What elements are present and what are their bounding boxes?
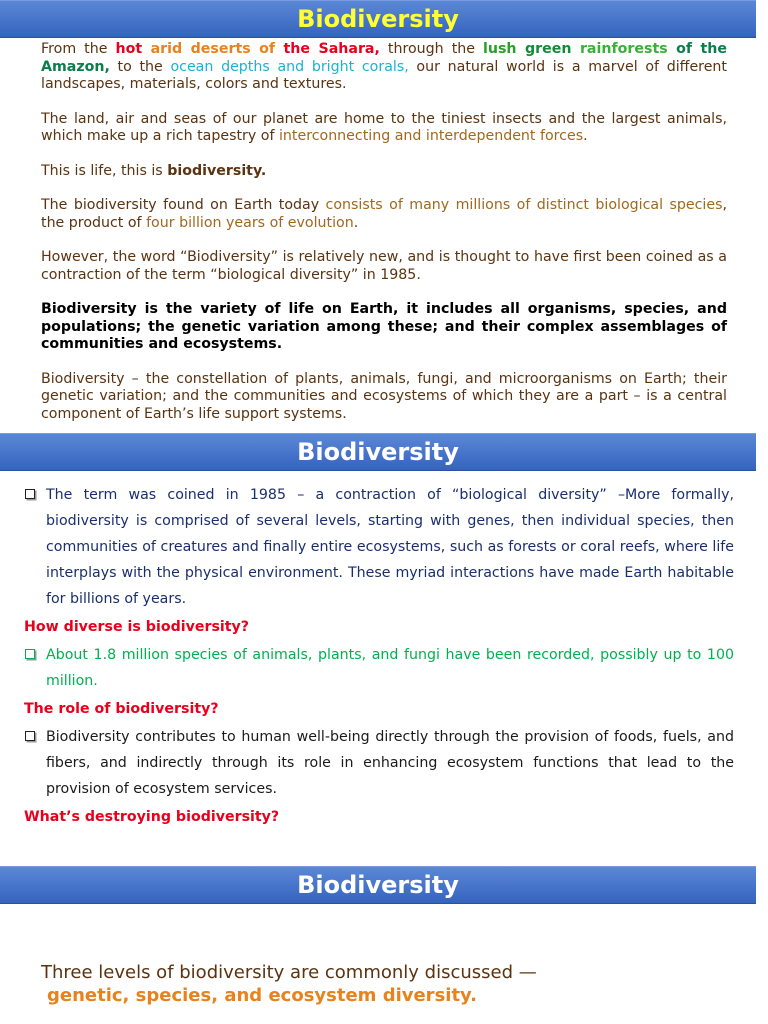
heading-destroying: What’s destroying biodiversity? bbox=[24, 809, 280, 825]
levels-list: genetic, species, and ecosystem diversity. bbox=[47, 985, 477, 1006]
life-paragraph: This is life, this is biodiversity. bbox=[41, 162, 267, 179]
intro-run: rainforests bbox=[579, 41, 677, 57]
intro-run: lush bbox=[483, 41, 525, 57]
intro-run: ocean depths and bright corals, bbox=[170, 58, 409, 75]
intro-run: arid deserts of bbox=[150, 41, 284, 57]
intro-run: to the bbox=[109, 58, 171, 75]
checkbox-bullet-icon bbox=[25, 731, 35, 741]
slide2-title: Biodiversity bbox=[0, 433, 756, 471]
intro-run: hot bbox=[115, 41, 151, 57]
levels-intro: Three levels of biodiversity are commonly discussed — bbox=[41, 962, 537, 983]
slide1-body bbox=[41, 41, 727, 423]
intro-run: From the bbox=[41, 41, 116, 57]
list-item: Biodiversity contributes to human well-being directly through the provision of foods, fuels, and fibers, and indirectly through its role in enhancing ecosystem functions that lead to the provision of ecosystem services. bbox=[24, 724, 734, 802]
heading-how-diverse: How diverse is biodiversity? bbox=[24, 619, 250, 635]
intro-run: our natural world is a marvel of different landscapes, materials, colors and textures. bbox=[41, 58, 727, 92]
definition-paragraph: Biodiversity is the variety of life on Earth, it includes all organisms, species, and populations; the genetic variation among these; and their complex assemblages of communities and ecosystems. bbox=[41, 301, 727, 352]
constellation-paragraph: Biodiversity – the constellation of plants, animals, fungi, and microorganisms on Earth; their genetic variation; and the communities and ecosystems of which they are a part – is a central component of Earth’s life support systems. bbox=[41, 370, 727, 422]
checkbox-bullet-icon bbox=[25, 489, 35, 499]
intro-paragraph bbox=[41, 41, 727, 94]
species-paragraph: The biodiversity found on Earth today consists of many millions of distinct biological species, the product of four billion years of evolution. bbox=[41, 197, 727, 231]
slide1-title: Biodiversity bbox=[0, 0, 756, 38]
heading-role: The role of biodiversity? bbox=[24, 701, 219, 717]
checkbox-bullet-icon bbox=[25, 649, 35, 659]
slide2-body bbox=[24, 482, 734, 825]
intro-run: the Sahara, bbox=[283, 41, 380, 57]
intro-run: green bbox=[524, 41, 580, 57]
list-item: The term was coined in 1985 – a contraction of “biological diversity” –More formally, biodiversity is comprised of several levels, starting with genes, then individual species, then communities of creatures and finally entire ecosystems, such as forests or coral reefs, where life interplays with the physical environment. These myriad interactions have made Earth habitable for billions of years. bbox=[24, 482, 734, 612]
list-item: About 1.8 million species of animals, plants, and fungi have been recorded, possibly up to 100 million. bbox=[24, 642, 734, 694]
intro-run: through the bbox=[379, 41, 484, 57]
slide3-title: Biodiversity bbox=[0, 866, 756, 904]
intro-run: of the Amazon, bbox=[41, 41, 728, 75]
tapestry-paragraph: The land, air and seas of our planet are home to the tiniest insects and the largest animals, which make up a rich tapestry of interconnecting and interdependent forces. bbox=[41, 110, 727, 144]
slide3-body bbox=[41, 961, 537, 1007]
word-origin-paragraph: However, the word “Biodiversity” is relatively new, and is thought to have first been coined as a contraction of the term “biological diversity” in 1985. bbox=[41, 249, 727, 283]
